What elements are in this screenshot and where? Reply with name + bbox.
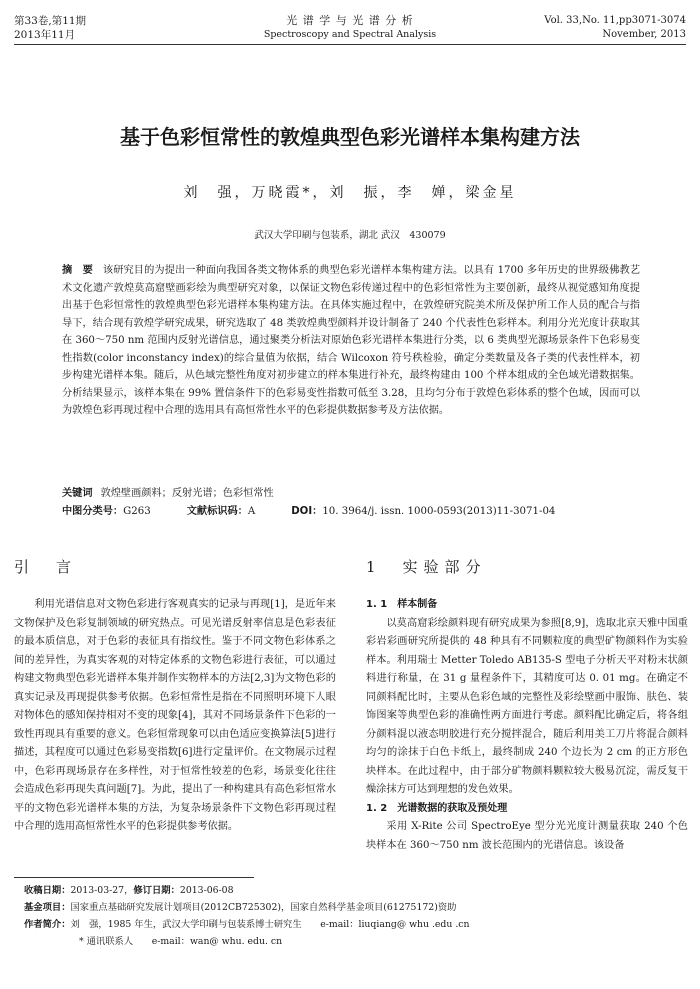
subsection-1-2-title: 1. 2 光谱数据的获取及预处理 <box>366 802 508 814</box>
abstract-label: 摘 要 <box>62 265 93 276</box>
intro-column <box>14 596 336 837</box>
footnotes <box>24 882 469 950</box>
funding-text: 国家重点基础研究发展计划项目(2012CB725302)，国家自然科学基金项目(61275172)资助 <box>70 902 457 913</box>
header-divider <box>14 44 686 45</box>
revised-label: 修订日期： <box>133 885 180 896</box>
abstract-text: 该研究目的为提出一种面向我国各类文物体系的典型色彩光谱样本集构建方法。以具有 1700 多年历史的世界级佛教艺术文化遗产敦煌莫高窟壁画彩绘为典型研究对象，以保证文物色彩传递过程中的色彩恒常性为主要创新，最终从视觉感知角度提出基于色彩恒常性的敦煌典型色彩光谱样本集构建方法。在具体实施过程中，在敦煌研究院美术所及保护所工作人员的配合与指导下，结合现有敦煌学研究成果，研究选取了 48 类敦煌典型颜料并设计制备了 240 个代表性色彩样本。利用分光光度计获取其在 360～750 nm 范围内反射光谱信息，通过聚类分析法对原始色彩光谱样本集进行分类，以 6 类典型光源场景条件下色彩易变性指数(color inconstancy index)的综合量值为依据，结合 Wilcoxon 符号秩检验，确定分类数量及各子类的代表性样本，初步构建光谱样本集。随后，从色域完整性角度对初步建立的样本集进行补充，最终构建由 100 个样本组成的全色域光谱数据集。分析结果显示，该样本集在 99% 置信条件下的色彩易变性指数可低至 3.28，且均匀分布于敦煌色彩体系的整个色域，因而可以为敦煌色彩再现过程中合理的选用具有高恒常性水平的色彩提供数据参考及方法依据。 <box>62 265 641 416</box>
funding-row <box>24 899 469 916</box>
clc-label: 中图分类号： <box>62 506 124 517</box>
keywords <box>62 485 662 503</box>
footnote-divider <box>14 877 254 878</box>
journal-name-en: Spectroscopy and Spectral Analysis <box>263 29 437 40</box>
journal-volume-info <box>544 14 686 42</box>
doc-code-value: A <box>247 506 256 517</box>
section1-heading: 1 实验部分 <box>366 558 487 576</box>
keywords-text: 敦煌壁画颜料；反射光谱；色彩恒常性 <box>100 488 274 499</box>
subsection-1-2-text: 采用 X-Rite 公司 SpectroEye 型分光光度计测量获取 240 个色块样本在 360～750 nm 波长范围内的光谱信息。该设备 <box>366 821 688 851</box>
publication-month: November, 2013 <box>602 29 686 40</box>
subsection-1-1-text: 以莫高窟彩绘颜料现有研究成果为参照[8,9]，选取北京天雅中国重彩岩彩画研究所提供的 48 种具有不同颗粒度的典型矿物颜料作为实验样本。利用瑞士 Metter Toledo AB135-S 型电子分析天平对粉末状颜料进行称量，在 31 g 量程条件下，其精度可达 0. 01 mg。在确定不同颜料配比时，主要从色彩色域的完整性及彩绘壁画中服饰、肤色、装饰图案等典型色彩的准确性两方面进行考虑。颜料配比确定后，将各组分颜料混以液态明胶进行充分搅拌混合，随后利用美工刀片将混合颜料均匀的涂抹于白色卡纸上，最终制成 240 个边长为 2 cm 的正方形色块样本。在此过程中，由于部分矿物颜料颗粒较大极易沉淀，需反复干燥涂抹方可达到理想的发色效果。 <box>366 617 688 795</box>
corresponding-row <box>24 933 469 950</box>
volume-pages: Vol. 33,No. 11,pp3071-3074 <box>544 15 686 26</box>
intro-heading: 引 言 <box>14 558 78 576</box>
author-bio-text: 刘 强，1985 年生，武汉大学印刷与包装系博士研究生 e-mail：liuqiang@ whu .edu .cn <box>70 919 470 930</box>
doi-label: DOI： <box>291 506 323 517</box>
affiliation: 武汉大学印刷与包装系，湖北 武汉 430079 <box>254 230 446 241</box>
doi-value: 10. 3964/j. issn. 1000-0593(2013)11-3071-04 <box>322 506 556 517</box>
journal-name-cn: 光 谱 学 与 光 谱 分 析 <box>286 14 414 27</box>
volume-issue: 第33卷,第11期 <box>14 15 87 27</box>
author-list: 刘 强，万晓霞*，刘 振，李 婵，梁金星 <box>183 185 517 201</box>
author-bio-label: 作者简介： <box>24 919 71 930</box>
received-date: 2013-03-27， <box>70 885 134 896</box>
paper-title: 基于色彩恒常性的敦煌典型色彩光谱样本集构建方法 <box>120 125 580 149</box>
abstract <box>62 262 640 420</box>
clc-value: G263 <box>123 506 151 517</box>
methods-column <box>366 596 688 855</box>
revised-date: 2013-06-08 <box>179 885 234 896</box>
intro-paragraph: 利用光谱信息对文物色彩进行客观真实的记录与再现[1]，是近年来文物保护及色彩复制领域的研究热点。可见光谱反射率信息是色彩表征的最本质信息，对于色彩的表征具有指纹性。鉴于不同文物色彩体系之间的差异性，为真实客观的对特定体系的文物色彩进行表征，可以通过构建文物典型色彩光谱样本集并制作实物样本的方法[2,3]为文物色彩的真实记录及再现提供参考依据。色彩恒常性是指在不同照明环境下人眼对物体色的感知保持相对不变的现象[4]，其对不同场景条件下色彩的一致性再现具有重要的意义。色彩恒常现象可以由色适应变换算法[5]进行描述，其程度可以通过色彩易变指数[6]进行定量评价。在文物展示过程中，色彩再现场景存在多样性，对于恒常性较差的色彩，场景变化往往会造成色彩再现失真问题[7]。为此，提出了一种构建具有高色彩恒常水平的文物色彩光谱样本集的方法，为复杂场景条件下文物色彩再现过程中合理的选用高恒常性水平的色彩提供参考依据。 <box>14 599 336 832</box>
corresponding-label: * 通讯联系人 <box>79 936 134 947</box>
classification-info <box>62 503 662 521</box>
doc-code-label: 文献标识码： <box>186 506 248 517</box>
dates-row <box>24 882 469 899</box>
funding-label: 基金项目： <box>24 902 71 913</box>
keywords-label: 关键词 <box>62 488 93 499</box>
corresponding-email: e-mail：wan@ whu. edu. cn <box>151 936 283 947</box>
issue-date: 2013年11月 <box>14 29 76 41</box>
author-bio-row <box>24 916 469 933</box>
received-label: 收稿日期： <box>24 885 71 896</box>
subsection-1-1-title: 1. 1 样本制备 <box>366 599 438 610</box>
